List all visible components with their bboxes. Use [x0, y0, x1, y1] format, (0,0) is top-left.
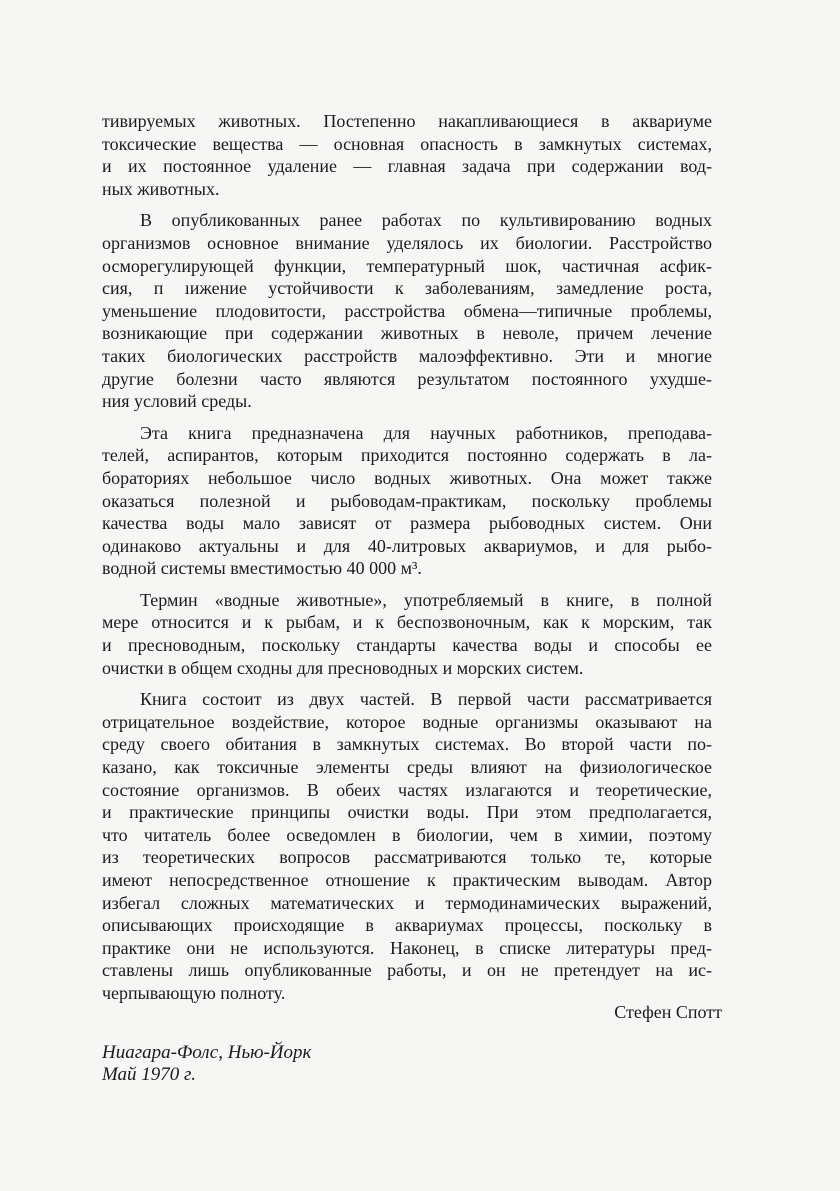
text-line: Эта книга предназначена для научных работников, преподава- [140, 422, 712, 443]
text-line: Термин «водные животные», употребляемый в книге, в полной [140, 589, 712, 610]
text-line: имеют непосредственное отношение к практическим выводам. Автор [102, 870, 712, 890]
text-line: другие болезни часто являются результатом постоянного ухудше- [102, 368, 712, 389]
text-line: сия, п ıижение устойчивости к заболеваниям, замедление роста, [102, 278, 712, 299]
paragraph-3 [102, 422, 712, 580]
text-line: Книга состоит из двух частей. В первой части рассматривается [140, 689, 712, 710]
text-line: тивируемых животных. Постепенно накапливающиеся в аквариуме [102, 111, 712, 131]
paragraph-1 [102, 110, 712, 200]
text-line: уменьшение плодовитости, расстройства обмена—типичные проблемы, [102, 300, 712, 321]
place: Ниагара-Фолс, Нью-Йорк [102, 1042, 312, 1063]
text-line: качества воды мало зависят от размера рыбоводных систем. Они [102, 513, 712, 534]
text-line: практике они не используются. Наконец, в списке литературы пред- [102, 937, 712, 958]
text-line: из теоретических вопросов рассматриваются только те, которые [102, 847, 712, 868]
text-line: бораториях небольшое число водных животных. Она может также [102, 467, 712, 488]
text-line: состояние организмов. В обеих частях излагаются и теоретические, [102, 779, 712, 800]
text-line: что читатель более осведомлен в биологии, чем в химии, поэтому [102, 824, 712, 845]
author-signature: Стефен Спотт [614, 1002, 722, 1022]
text-line: возникающие при содержании животных в неволе, причем лечение [102, 323, 712, 344]
date: Май 1970 г. [102, 1064, 196, 1085]
text-line: среду своего обитания в замкнутых системах. Во второй части по- [102, 734, 712, 755]
text-line: ния условий среды. [102, 391, 252, 412]
text-line: водной системы вместимостью 40 000 м³. [102, 558, 422, 579]
text-line: казано, как токсичные элементы среды влияют на физиологическое [102, 757, 712, 778]
text-line: и их постоянное удаление — главная задача при содержании вод- [102, 156, 712, 177]
paragraph-2 [102, 209, 712, 412]
text-line: черпывающую полноту. [102, 982, 286, 1003]
text-line: ных животных. [102, 178, 220, 199]
text-line: В опубликованных ранее работах по культивированию водных [140, 210, 712, 231]
text-line: ставлены лишь опубликованные работы, и он не претендует на ис- [102, 960, 712, 981]
text-line: осморегулирующей функции, температурный шок, частичная асфик- [102, 255, 712, 276]
place-and-date [102, 1042, 311, 1086]
text-line: мере относится и к рыбам, и к беспозвоночным, как к морским, так [102, 612, 712, 633]
text-line: и пресноводным, поскольку стандарты качества воды и способы ее [102, 635, 712, 656]
text-line: отрицательное воздействие, которое водные организмы оказывают на [102, 711, 712, 732]
text-line: организмов основное внимание уделялось их биологии. Расстройство [102, 232, 712, 253]
preface-text [102, 110, 712, 1005]
text-line: избегал сложных математических и термодинамических выражений, [102, 892, 712, 913]
text-line: токсические вещества — основная опасность в замкнутых системах, [102, 133, 712, 154]
text-line: очистки в общем сходны для пресноводных и морских систем. [102, 657, 584, 678]
text-line: описывающих происходящие в аквариумах процессы, поскольку в [102, 915, 712, 936]
text-line: и практические принципы очистки воды. При этом предполагается, [102, 802, 712, 823]
text-line: одинаково актуальны и для 40-литровых аквариумов, и для рыбо- [102, 535, 712, 556]
paragraph-4 [102, 589, 712, 679]
text-line: телей, аспирантов, которым приходится постоянно содержать в ла- [102, 445, 712, 466]
paragraph-5 [102, 688, 712, 1004]
text-line: оказаться полезной и рыбоводам-практикам, поскольку проблемы [102, 490, 712, 511]
text-line: таких биологических расстройств малоэффективно. Эти и многие [102, 345, 712, 366]
